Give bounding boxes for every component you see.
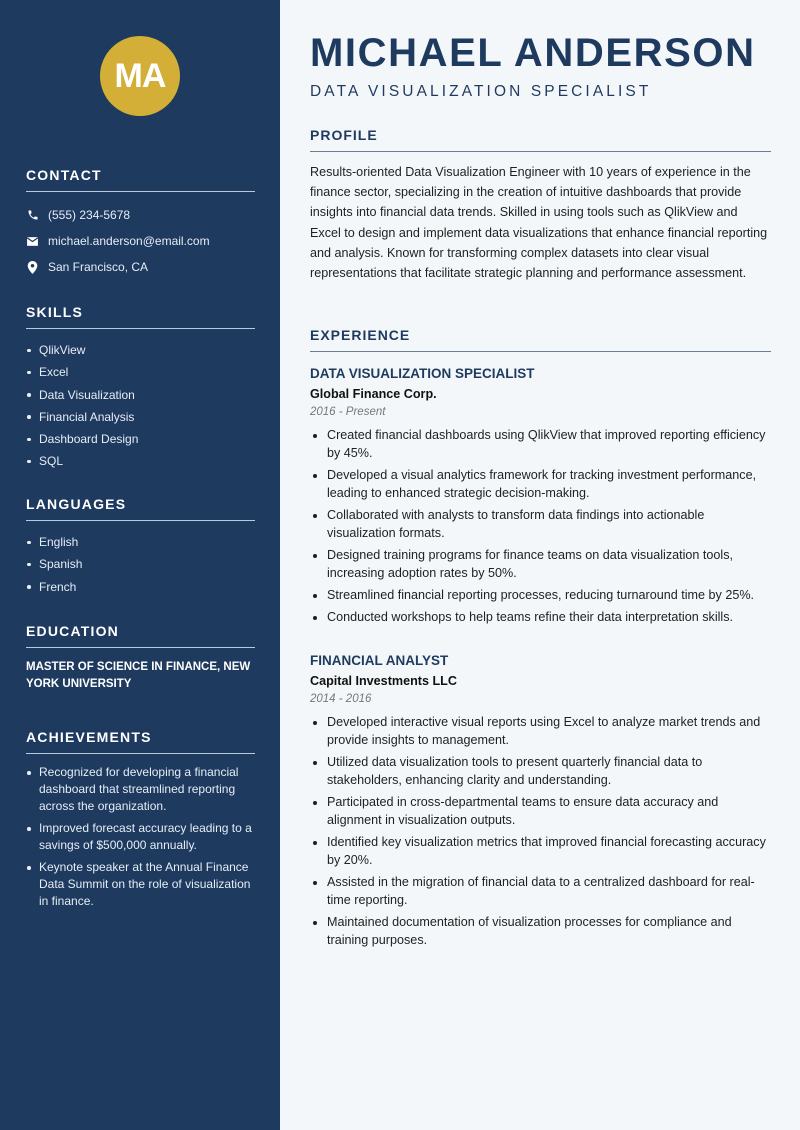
achievement-item: Keynote speaker at the Annual Finance Data Summit on the role of visualization in finance.: [26, 859, 255, 910]
avatar: [100, 36, 180, 116]
job-title: FINANCIAL ANALYST: [310, 653, 449, 668]
contact-section: [26, 167, 255, 280]
profile-text: Results-oriented Data Visualization Engineer with 10 years of experience in the finance sector, specializing in the creation of intuitive dashboards that provide insights into financial data trends. Skilled in using tools such as QlikView and Excel to design and implement data visualizations that enhance financial reporting and analysis. Known for transforming complex datasets into clear visual representations that facilitate strategic planning and performance assessment.: [310, 165, 768, 281]
contact-location: [26, 254, 255, 280]
contact-email-text[interactable]: michael.anderson@email.com: [48, 234, 210, 248]
job-entry: [310, 366, 771, 630]
job-entry: [310, 653, 771, 953]
job-bullet: Assisted in the migration of financial data to a centralized dashboard for real-time reporting.: [310, 873, 771, 909]
education-degree: MASTER OF SCIENCE IN FINANCE, NEW YORK UNIVERSITY: [26, 661, 251, 690]
language-item: Spanish: [26, 553, 255, 575]
achievements-list: [26, 764, 255, 910]
job-bullet: Designed training programs for finance teams on data visualization tools, increasing adoption rates by 50%.: [310, 546, 771, 582]
languages-section: [26, 496, 255, 598]
avatar-initials: MA: [114, 56, 166, 95]
skill-item: Excel: [26, 361, 255, 383]
achievements-section: [26, 729, 255, 915]
job-dates: 2016 - Present: [310, 406, 386, 418]
skill-item: QlikView: [26, 339, 255, 361]
profile-section: [310, 127, 771, 283]
skills-heading: SKILLS: [26, 304, 255, 329]
achievement-item: Improved forecast accuracy leading to a savings of $500,000 annually.: [26, 820, 255, 854]
job-bullet: Developed a visual analytics framework for tracking investment performance, leading to enhanced strategic decision-making.: [310, 466, 771, 502]
languages-heading: LANGUAGES: [26, 496, 255, 521]
education-section: [26, 623, 255, 693]
phone-icon: [26, 209, 39, 222]
job-bullet: Utilized data visualization tools to present quarterly financial data to stakeholders, enhancing clarity and understanding.: [310, 753, 771, 789]
experience-section: [310, 327, 771, 352]
job-company: Capital Investments LLC: [310, 674, 457, 688]
contact-list: [26, 202, 255, 280]
job-bullet: Collaborated with analysts to transform data findings into actionable visualization formats.: [310, 506, 771, 542]
skills-section: [26, 304, 255, 473]
job-bullet: Conducted workshops to help teams refine their data interpretation skills.: [310, 608, 771, 626]
contact-heading: CONTACT: [26, 167, 255, 192]
job-bullets: [310, 426, 771, 626]
education-heading: EDUCATION: [26, 623, 255, 648]
job-bullet: Created financial dashboards using QlikView that improved reporting efficiency by 45%.: [310, 426, 771, 462]
sidebar: [0, 0, 280, 1130]
skills-list: [26, 339, 255, 473]
contact-phone-text[interactable]: (555) 234-5678: [48, 208, 131, 222]
skill-item: Financial Analysis: [26, 406, 255, 428]
job-bullet: Identified key visualization metrics that improved financial forecasting accuracy by 20%.: [310, 833, 771, 869]
achievement-item: Recognized for developing a financial dashboard that streamlined reporting across the organization.: [26, 764, 255, 815]
language-item: French: [26, 576, 255, 598]
experience-heading: EXPERIENCE: [310, 327, 771, 352]
skill-item: SQL: [26, 450, 255, 472]
achievements-heading: ACHIEVEMENTS: [26, 729, 255, 754]
languages-list: [26, 531, 255, 598]
contact-email: [26, 228, 255, 254]
skill-item: Data Visualization: [26, 384, 255, 406]
job-bullet: Developed interactive visual reports using Excel to analyze market trends and provide insights to management.: [310, 713, 771, 749]
job-company: Global Finance Corp.: [310, 387, 437, 401]
profile-heading: PROFILE: [310, 127, 771, 152]
candidate-title: DATA VISUALIZATION SPECIALIST: [310, 83, 652, 100]
skill-item: Dashboard Design: [26, 428, 255, 450]
language-item: English: [26, 531, 255, 553]
job-bullet: Maintained documentation of visualization processes for compliance and training purposes.: [310, 913, 771, 949]
location-pin-icon: [26, 261, 39, 274]
contact-phone: [26, 202, 255, 228]
job-dates: 2014 - 2016: [310, 693, 372, 705]
job-bullet: Streamlined financial reporting processes, reducing turnaround time by 25%.: [310, 586, 771, 604]
candidate-name: MICHAEL ANDERSON: [310, 31, 756, 75]
email-icon: [26, 235, 39, 248]
job-bullets: [310, 713, 771, 949]
job-bullet: Participated in cross-departmental teams to ensure data accuracy and alignment in visualization outputs.: [310, 793, 771, 829]
job-title: DATA VISUALIZATION SPECIALIST: [310, 366, 535, 381]
contact-location-text: San Francisco, CA: [48, 260, 149, 274]
